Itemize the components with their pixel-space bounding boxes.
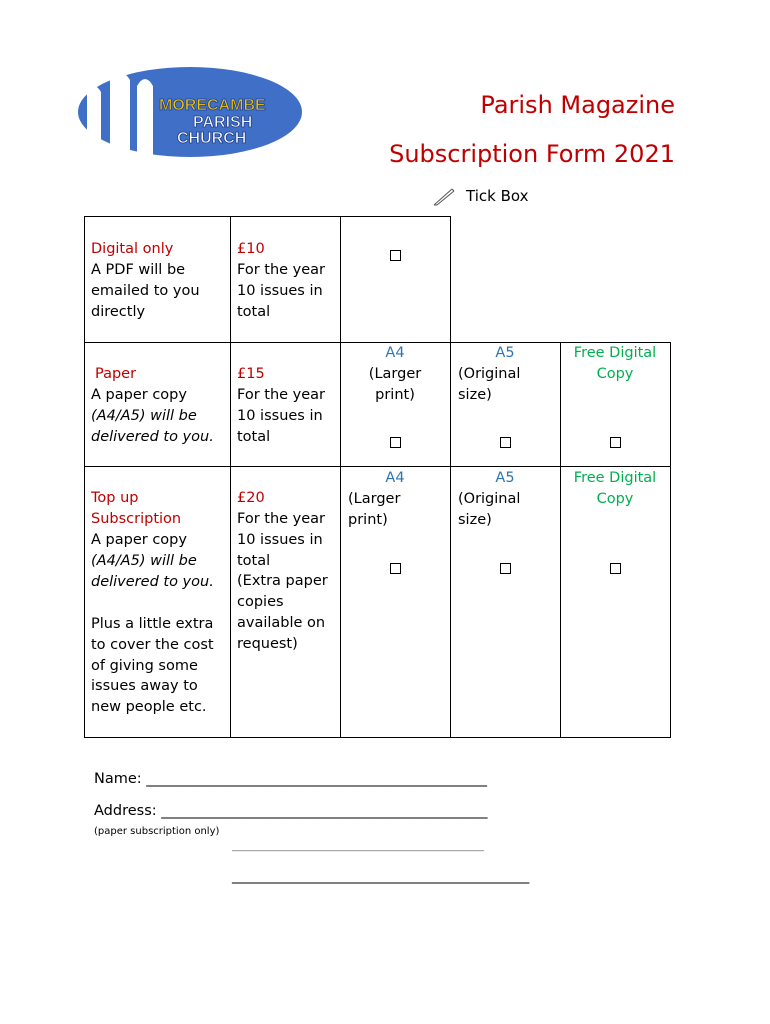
row3-a4-label: (Larger print) bbox=[348, 491, 401, 528]
row2-heading: Paper bbox=[95, 366, 137, 382]
logo-line1: MORECAMBE bbox=[159, 97, 266, 114]
row2-a5-checkbox[interactable] bbox=[500, 437, 511, 448]
title-line1: Parish Magazine bbox=[480, 91, 675, 119]
row3-description: (A4/A5) will be delivered to you. bbox=[91, 553, 214, 590]
logo-line3: CHURCH bbox=[177, 130, 247, 147]
row2-price-detail: For the year 10 issues in total bbox=[237, 387, 326, 445]
row3-price-detail: For the year 10 issues in total (Extra paper copies available on request) bbox=[237, 511, 328, 652]
row2-a4-label: (Larger print) bbox=[368, 366, 422, 403]
row3-a4-size: A4 bbox=[385, 470, 405, 486]
row2-description-line1: A paper copy bbox=[91, 387, 187, 403]
church-logo-graphic bbox=[77, 66, 303, 158]
row2-description: (A4/A5) will be delivered to you. bbox=[91, 408, 214, 445]
church-logo bbox=[77, 66, 303, 158]
row3-a4-checkbox[interactable] bbox=[390, 563, 401, 574]
row3-heading: Top up Subscription bbox=[91, 490, 182, 527]
row3-digital-checkbox[interactable] bbox=[610, 563, 621, 574]
row2-digital-checkbox[interactable] bbox=[610, 437, 621, 448]
row1-price: £10 bbox=[237, 241, 265, 257]
row3-digital-size: Free Digital Copy bbox=[573, 470, 657, 507]
row3-description-line1: A paper copy bbox=[91, 532, 187, 548]
row2-a5-size: A5 bbox=[495, 345, 515, 361]
row2-a4-checkbox[interactable] bbox=[390, 437, 401, 448]
row3-extra: Plus a little extra to cover the cost of giving some issues away to new people etc. bbox=[91, 616, 214, 716]
title-line2: Subscription Form 2021 bbox=[389, 140, 675, 168]
logo-line2: PARISH bbox=[193, 114, 253, 131]
address-note: (paper subscription only) bbox=[94, 826, 220, 837]
row1-heading: Digital only bbox=[91, 241, 174, 257]
row2-price: £15 bbox=[237, 366, 265, 382]
address-line-3[interactable]: _________________________________________ bbox=[232, 868, 530, 884]
address-line-2[interactable]: ________________________________________________________ bbox=[232, 842, 484, 852]
row1-digital-checkbox[interactable] bbox=[390, 250, 401, 261]
tick-box-label: Tick Box bbox=[466, 187, 529, 205]
name-field[interactable]: Name: _______________________________________________ bbox=[94, 771, 488, 787]
row2-a5-label: (Original size) bbox=[458, 366, 521, 403]
tick-box-legend bbox=[432, 186, 528, 206]
row1-price-detail: For the year 10 issues in total bbox=[237, 262, 326, 320]
row3-a5-label: (Original size) bbox=[458, 491, 521, 528]
pencil-icon bbox=[432, 186, 456, 206]
row3-a5-size: A5 bbox=[495, 470, 515, 486]
row3-price: £20 bbox=[237, 490, 265, 506]
address-field[interactable]: Address: _____________________________________________ bbox=[94, 803, 488, 819]
row2-digital-size: Free Digital Copy bbox=[573, 345, 657, 382]
row3-a5-checkbox[interactable] bbox=[500, 563, 511, 574]
row2-a4-size: A4 bbox=[385, 345, 405, 361]
row1-description: A PDF will be emailed to you directly bbox=[91, 262, 200, 320]
